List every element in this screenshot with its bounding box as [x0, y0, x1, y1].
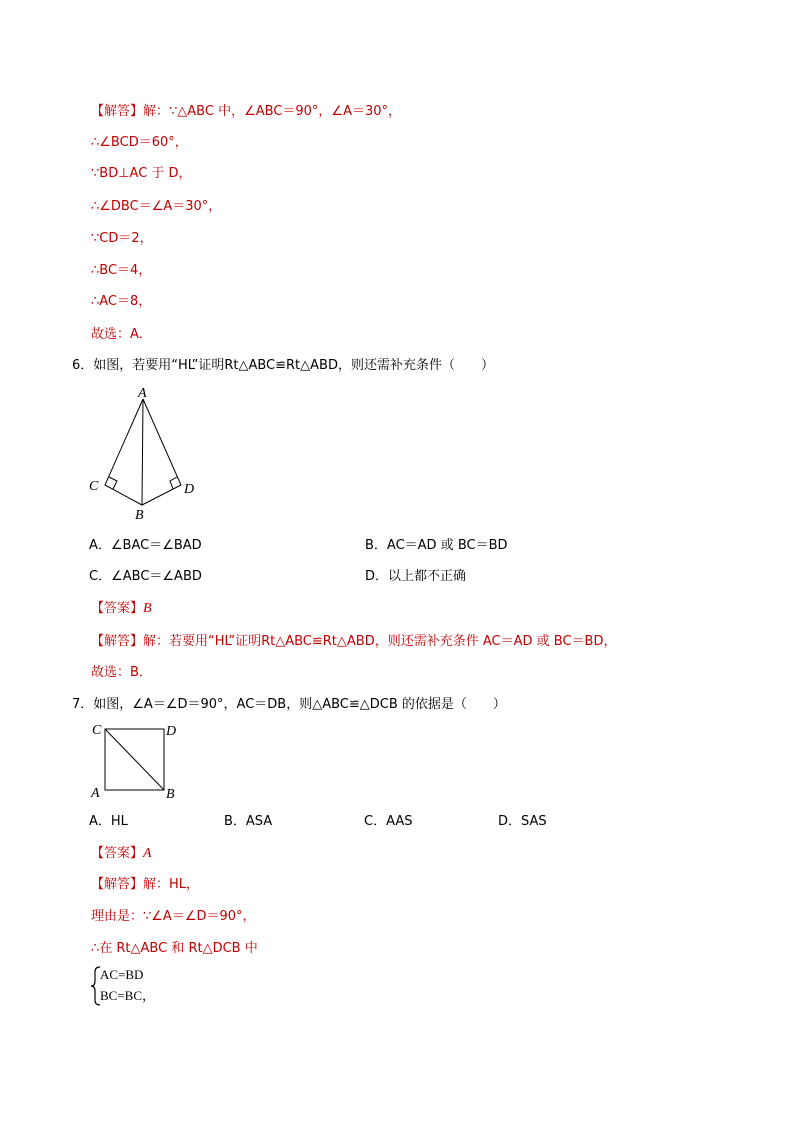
answer-value: B: [143, 601, 152, 616]
option-b: B．ASA: [224, 814, 273, 829]
vertex-label-d: D: [184, 482, 195, 497]
vertex-label-b: B: [135, 508, 144, 520]
option-d: D．SAS: [498, 814, 547, 829]
equation-line-1: AC=BD: [100, 967, 144, 982]
question-6-stem: 6．如图，若要用“HL”证明Rt△ABC≌Rt△ABD，则还需补充条件（ ）: [72, 358, 494, 373]
solution-text: 解：HL，: [143, 877, 200, 892]
vertex-label-a: A: [138, 386, 147, 401]
vertex-label-a: A: [91, 786, 100, 801]
vertex-label-c: C: [92, 723, 102, 738]
answer-value: A: [143, 846, 152, 861]
solution-text: 解：∵△ABC 中，∠ABC＝90°，∠A＝30°，: [143, 104, 402, 119]
solution-line: [91, 103, 401, 121]
solution-tag: 【解答】: [91, 877, 144, 892]
q6-figure-kite: [84, 385, 204, 520]
solution-in-triangles: ∴在 Rt△ABC 和 Rt△DCB 中: [91, 941, 258, 956]
option-a: A．HL: [89, 814, 128, 829]
right-angle-mark-c: [109, 477, 117, 489]
solution-choice: 故选：B．: [91, 665, 152, 680]
solution-step: ∵CD＝2，: [91, 231, 153, 246]
option-d: D．以上都不正确: [365, 569, 467, 584]
answer-line: [91, 845, 152, 863]
question-7-stem: 7．如图，∠A＝∠D＝90°，AC＝DB，则△ABC≌△DCB 的依据是（ ）: [72, 697, 506, 712]
solution-line: [91, 876, 199, 894]
equation-comma: ，: [142, 988, 156, 1003]
option-c: C．AAS: [364, 814, 413, 829]
answer-tag: 【答案】: [91, 601, 144, 616]
vertex-label-d: D: [166, 724, 177, 739]
q7-figure-square: [86, 720, 186, 802]
solution-text: 解：若要用“HL”证明Rt△ABC≌Rt△ABD，则还需补充条件 AC＝AD 或 BC＝BD，: [143, 634, 617, 649]
solution-reason: 理由是：∵∠A＝∠D＝90°，: [91, 909, 256, 924]
equation-text: BC=BC: [100, 988, 143, 1003]
solution-step: ∴BC＝4，: [91, 263, 152, 278]
vertex-label-c: C: [89, 479, 99, 494]
answer-tag: 【答案】: [91, 846, 144, 861]
solution-step: ∴AC＝8，: [91, 294, 152, 309]
solution-step: ∴∠DBC＝∠A＝30°，: [91, 199, 222, 214]
solution-step: ∵BD⊥AC 于 D，: [91, 166, 192, 181]
solution-step: ∴∠BCD＝60°，: [91, 135, 188, 150]
equation-line-2: [100, 987, 155, 1005]
option-b: B．AC＝AD 或 BC＝BD: [365, 538, 508, 553]
option-a: A．∠BAC＝∠BAD: [89, 538, 202, 553]
solution-tag: 【解答】: [91, 634, 144, 649]
solution-line: [91, 633, 616, 651]
solution-choice: 故选：A．: [91, 327, 152, 342]
solution-tag: 【解答】: [91, 104, 144, 119]
option-c: C．∠ABC＝∠ABD: [89, 569, 202, 584]
vertex-label-b: B: [166, 787, 175, 802]
answer-line: [91, 600, 152, 618]
